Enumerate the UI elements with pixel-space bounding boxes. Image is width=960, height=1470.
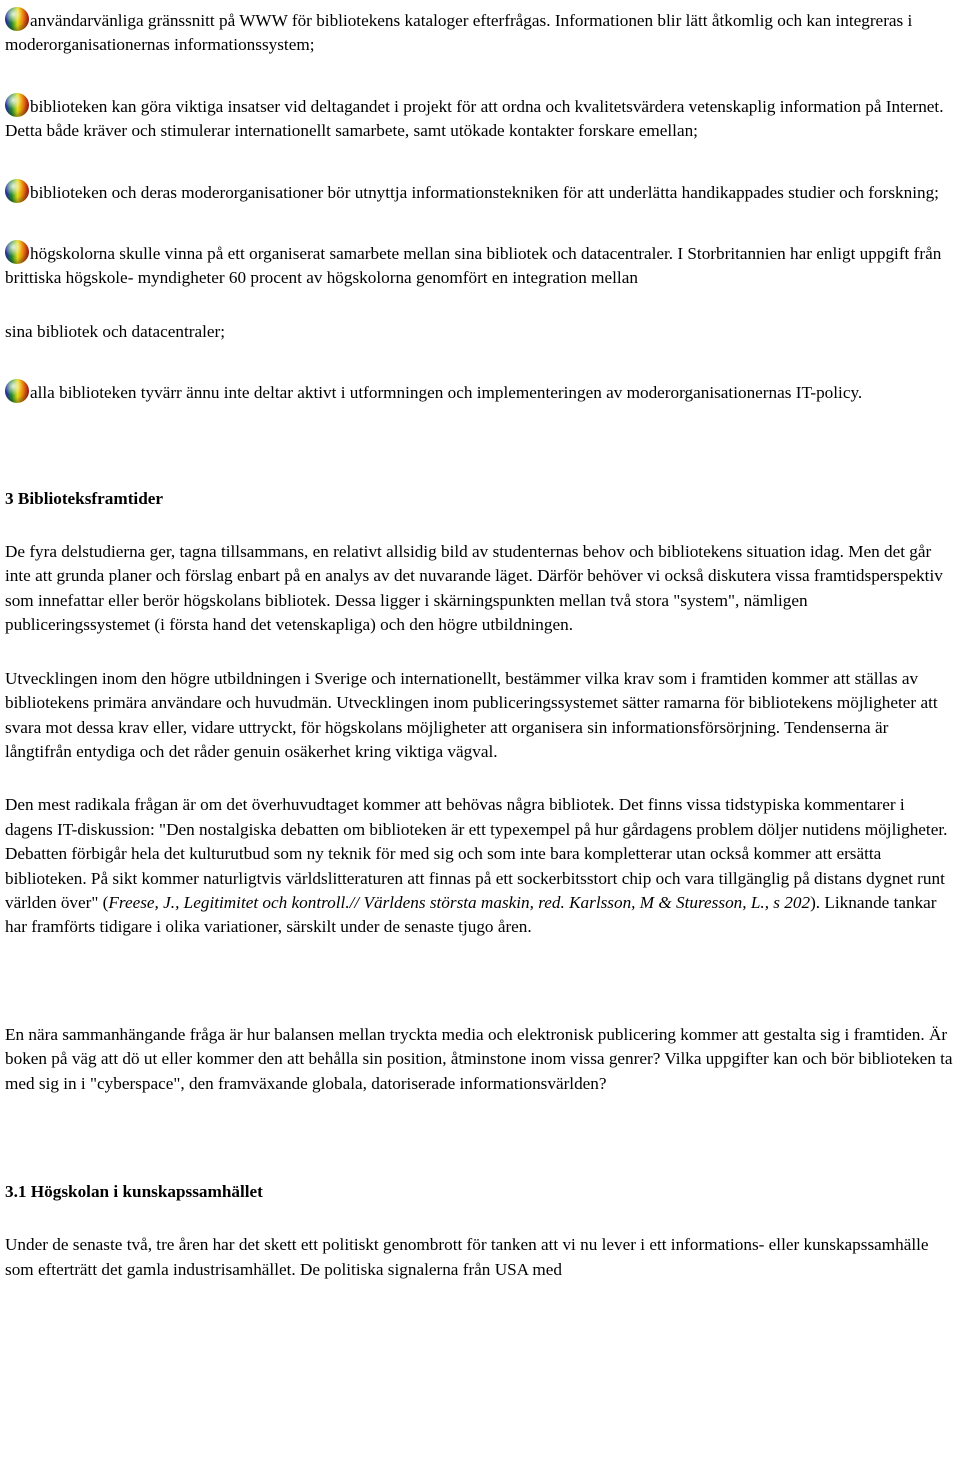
paragraph: Utvecklingen inom den högre utbildningen i Sverige och internationellt, bestämmer vilka krav som i framtiden kommer att ställas av bibliotekens primära användare och huvudmän. Utvecklingen inom publiceringssystemet sätter ramarna för bibliotekens möjligheter att svara mot dessa krav eller, vidare uttryckt, för högskolans möjligheter att organisera sin informationsförsörjning. Tendenserna är långtifrån entydiga och det råder genuin osäkerhet kring viktiga vägval. [5,668,938,761]
list-item [5,240,955,291]
bullet-text: biblioteken och deras moderorganisationer bör utnyttja informationstekniken för att underlätta handikappades studier och forskning; [30,182,939,202]
section-heading: 3.1 Högskolan i kunskapssamhället [5,1181,263,1201]
bullet-text: alla biblioteken tyvärr ännu inte deltar aktivt i utformningen och implementeringen av moderorganisationernas IT-policy. [30,383,863,403]
section-heading: 3 Biblioteksframtider [5,488,164,508]
document [5,7,955,1282]
rainbow-ball-icon [5,179,29,203]
rainbow-ball-icon [5,240,29,264]
bullet-text: biblioteken kan göra viktiga insatser vid deltagandet i projekt för att ordna och kvalitetsvärdera vetenskaplig information på Internet. Detta både kräver och stimulerar internationellt samarbete, samt utökade kontakter forskare emellan; [5,96,944,141]
list-item [5,7,955,58]
list-item [5,93,955,144]
paragraph: En nära sammanhängande fråga är hur balansen mellan tryckta media och elektronisk publicering kommer att gestalta sig i framtiden. Är boken på väg att dö ut eller kommer den att behålla sin position, åtminstone inom vissa genrer? Vilka uppgifter kan och bör biblioteken ta med sig in i "cyberspace", den framväxande globala, datoriserade informationsvärlden? [5,1024,953,1093]
bullet-text: användarvänliga gränssnitt på WWW för bibliotekens kataloger efterfrågas. Informationen blir lätt åtkomlig och kan integreras i moderorganisationernas informationssystem; [5,11,913,55]
paragraph-text: ). Liknande tankar har framförts tidigare i olika variationer, särskilt under de senaste tjugo åren. [5,892,937,937]
rainbow-ball-icon [5,7,29,31]
rainbow-ball-icon [5,93,29,117]
citation: Freese, J., Legitimitet och kontroll.// Världens största maskin, red. Karlsson, M & Sturesson, L., s 202 [108,892,811,912]
list-item [5,379,955,405]
paragraph-text: Den mest radikala frågan är om det överhuvudtaget kommer att behövas några bibliotek. Det finns vissa tidstypiska kommentarer i dagens IT-diskussion: "Den nostalgiska debatten om biblioteken är ett typexempel på hur gårdagens problem döljer nutidens möjligheter. Debatten förbigår hela det kulturutbud som ny teknik för med sig och som inte bara kompletterar utan också kommer att ersätta biblioteken. På sikt kommer naturligtvis världslitteraturen att finnas på ett sockerbitsstort chip och vara tillgänglig på distans dygnet runt världen över" ( [5,795,948,912]
list-item [5,179,955,205]
paragraph: De fyra delstudierna ger, tagna tillsammans, en relativt allsidig bild av studenternas behov och bibliotekens situation idag. Men det går inte att grunda planer och förslag enbart på en analys av det nuvarande läget. Därför behöver vi också diskutera vissa framtidsperspektiv som innefattar eller berör högskolans bibliotek. Dessa ligger i skärningspunkten mellan två stora "system", nämligen publiceringssystemet (i första hand det vetenskapliga) och den högre utbildningen. [5,542,943,635]
bullet-text: högskolorna skulle vinna på ett organiserat samarbete mellan sina bibliotek och datacentraler. I Storbritannien har enligt uppgift från brittiska högskole- myndigheter 60 procent av högskolorna genomfört en integration mellan [5,244,942,288]
rainbow-ball-icon [5,379,29,403]
continuation-text: sina bibliotek och datacentraler; [5,321,226,341]
paragraph [5,793,955,939]
paragraph: Under de senaste två, tre åren har det skett ett politiskt genombrott för tanken att vi nu lever i ett informations- eller kunskapssamhälle som efterträtt det gamla industrisamhället. De politiska signalerna från USA med [5,1235,929,1279]
